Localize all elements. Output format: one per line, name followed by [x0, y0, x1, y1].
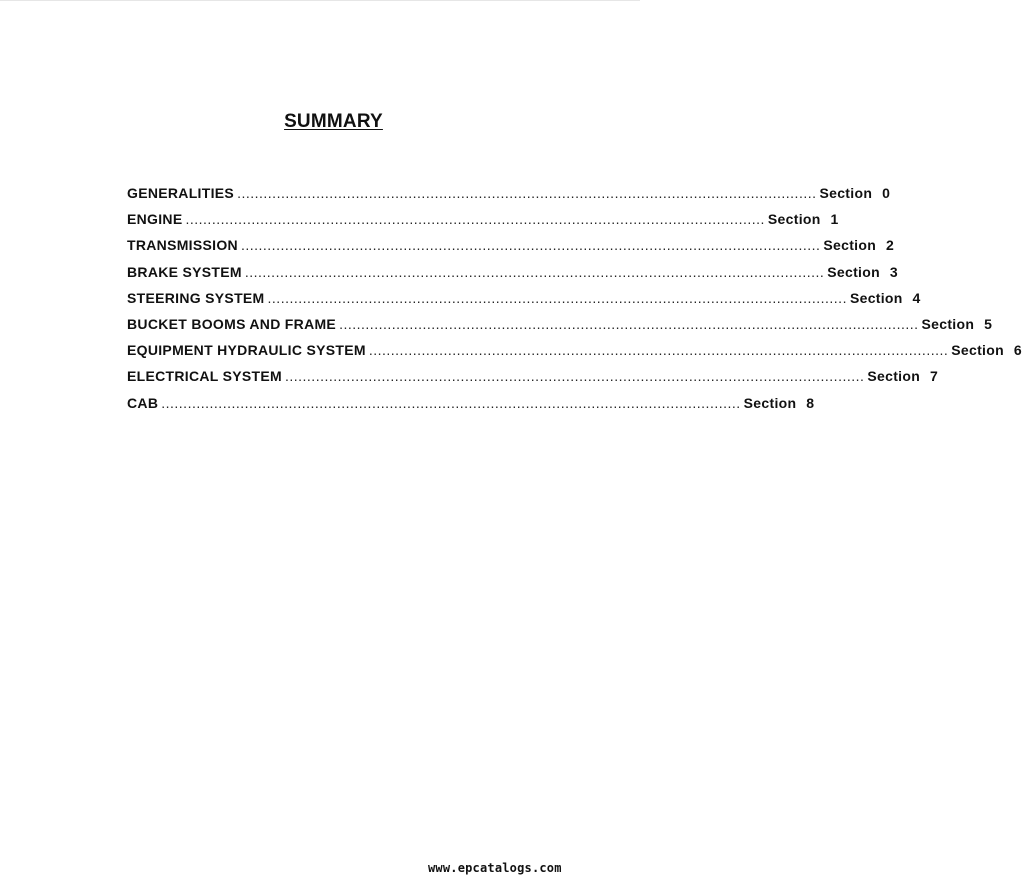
toc-section-label: Section	[951, 342, 1004, 359]
toc-entry-title: BRAKE SYSTEM	[127, 263, 242, 280]
dot-leader: ....................................................................................................................................	[237, 185, 817, 201]
toc-section-number: 3	[889, 263, 898, 280]
toc-section-label: Section	[849, 289, 903, 306]
toc-entry-title: CAB	[127, 394, 159, 411]
toc-entry-generalities[interactable]	[127, 185, 891, 211]
toc-entry-bucket-booms-and-frame[interactable]	[127, 315, 993, 342]
toc-entry-cab[interactable]	[127, 394, 815, 421]
dot-leader: ....................................................................................................................................	[240, 237, 821, 254]
toc-section-number: 6	[1013, 342, 1022, 359]
toc-entry-title: ELECTRICAL SYSTEM	[127, 368, 282, 385]
toc-section-label: Section	[921, 315, 975, 332]
toc-section-number: 8	[806, 394, 815, 411]
toc-entry-equipment-hydraulic-system[interactable]	[127, 342, 1022, 368]
toc-section-number: 7	[929, 368, 939, 385]
toc-section-label: Section	[819, 185, 873, 201]
dot-leader: ....................................................................................................................................	[244, 263, 825, 280]
toc-entry-electrical-system[interactable]	[127, 368, 939, 394]
toc-section-number: 0	[882, 185, 891, 201]
toc-section-label: Section	[767, 211, 821, 228]
toc-entry-brake-system[interactable]	[127, 263, 898, 290]
toc-section-number: 2	[885, 237, 895, 254]
footer-watermark-url: www.epcatalogs.com	[428, 861, 562, 875]
toc-entry-title: BUCKET BOOMS AND FRAME	[127, 315, 337, 332]
toc-entry-engine[interactable]	[127, 211, 839, 237]
dot-leader: ....................................................................................................................................	[339, 315, 919, 332]
toc-entry-steering-system[interactable]	[127, 289, 921, 316]
page-title: SUMMARY	[284, 111, 383, 132]
toc-entry-title: STEERING SYSTEM	[127, 289, 265, 306]
toc-entry-transmission[interactable]	[127, 237, 895, 263]
toc-section-number: 1	[830, 211, 839, 228]
dot-leader: ....................................................................................................................................	[161, 394, 741, 411]
toc-entry-title: GENERALITIES	[127, 185, 235, 201]
dot-leader: ....................................................................................................................................	[267, 289, 847, 306]
toc-section-number: 4	[912, 289, 921, 306]
table-of-contents	[127, 185, 1022, 421]
dot-leader: ....................................................................................................................................	[185, 211, 765, 228]
toc-entry-title: ENGINE	[127, 211, 183, 228]
toc-entry-title: EQUIPMENT HYDRAULIC SYSTEM	[127, 342, 366, 359]
toc-section-label: Section	[743, 394, 797, 411]
toc-section-label: Section	[823, 237, 877, 254]
dot-leader: ....................................................................................................................................	[284, 368, 865, 385]
toc-section-number: 5	[984, 315, 993, 332]
toc-section-label: Section	[827, 263, 880, 280]
toc-section-label: Section	[867, 368, 921, 385]
dot-leader: ....................................................................................................................................	[368, 342, 949, 359]
toc-entry-title: TRANSMISSION	[127, 237, 238, 254]
